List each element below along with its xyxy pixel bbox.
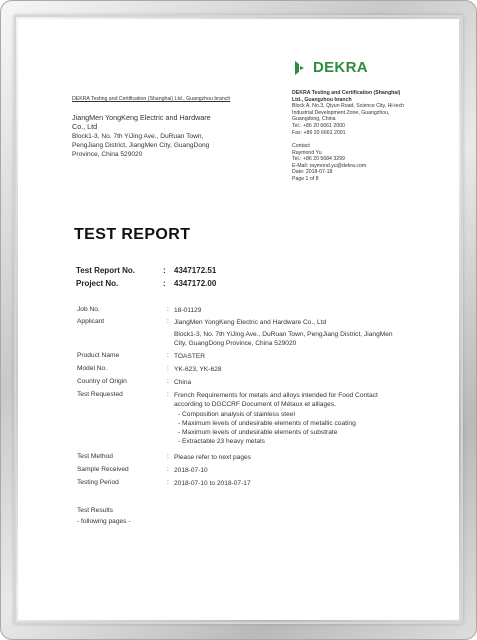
- issuer-name-line: DEKRA Testing and Certification (Shanghai): [292, 90, 401, 96]
- contact-name: Raymond Yu: [292, 149, 322, 156]
- contact-heading: Contact: [292, 143, 310, 149]
- colon: :: [163, 266, 166, 275]
- test-method-value: Please refer to next pages: [174, 454, 251, 461]
- applicant-name: JiangMen YongKeng Electric and Hardware Co., Ltd: [174, 319, 327, 326]
- issuer-address-line: Block A, No.3, Qiyun Road, Science City, Hi-tech: [292, 103, 405, 110]
- project-no-value: 4347172.00: [174, 279, 217, 288]
- colon: :: [167, 466, 169, 473]
- list-item: - Extractable 23 heavy metals: [178, 437, 356, 446]
- list-item: - Maximum levels of undesirable elements of metallic coating: [178, 419, 356, 428]
- product-name-label: Product Name: [77, 352, 120, 359]
- test-report-no-value: 4347172.51: [174, 266, 217, 275]
- contact-email: E-Mail: raymond.yu@dekra.com: [292, 162, 367, 169]
- logo-text: DEKRA: [313, 59, 368, 76]
- model-no-value: YK-623, YK-628: [174, 366, 222, 373]
- testing-period-label: Testing Period: [77, 479, 119, 486]
- sample-received-value: 2018-07-10: [174, 467, 208, 474]
- issuer-name-line: Ltd., Guangzhou branch: [292, 96, 352, 103]
- test-method-label: Test Method: [77, 453, 113, 460]
- test-requested-line: French Requirements for metals and alloys intended for Food Contact: [174, 392, 378, 399]
- client-name-line2: Co., Ltd: [72, 122, 98, 131]
- project-no-label: Project No.: [76, 279, 119, 288]
- test-requested-label: Test Requested: [77, 391, 123, 398]
- issuer-tel: Tel.: +86 20 6661 2000: [292, 123, 345, 129]
- test-report-document: [18, 19, 459, 620]
- test-requested-line: according to DGCCRF Document of Métaux et alliages.: [174, 401, 336, 408]
- test-results-value: - following pages -: [77, 518, 131, 525]
- test-report-no-label: Test Report No.: [76, 266, 135, 275]
- colon: :: [167, 318, 169, 325]
- colon: :: [167, 453, 169, 460]
- applicant-address-line: Block1-3, No. 7th YiJing Ave., DuRuan Town, PengJiang District, JiangMen: [174, 331, 393, 338]
- applicant-address-line: City, GuangDong Province, China 529020: [174, 340, 297, 347]
- job-no-value: 18-01129: [174, 307, 202, 314]
- product-name-value: TOASTER: [174, 353, 206, 360]
- colon: :: [167, 352, 169, 359]
- testing-period-value: 2018-07-10 to 2018-07-17: [174, 480, 251, 487]
- client-address-line: Province, China 529020: [72, 151, 143, 158]
- applicant-label: Applicant: [77, 318, 105, 325]
- client-address-line: PengJiang District, JiangMen City, GuangDong: [72, 142, 210, 149]
- model-no-label: Model No.: [77, 365, 108, 372]
- sample-received-label: Sample Received: [77, 466, 129, 473]
- colon: :: [167, 306, 169, 313]
- colon: :: [167, 365, 169, 372]
- dekra-logo: [294, 59, 368, 76]
- test-items-list: [178, 410, 356, 446]
- issuer-address-line: Guangdong, China: [292, 116, 336, 123]
- contact-tel: Tel.: +86 20 5684 3299: [292, 156, 345, 163]
- report-date: Date: 2018-07-18: [292, 169, 333, 176]
- country-label: Country of Origin: [77, 378, 127, 385]
- colon: :: [163, 279, 166, 288]
- client-name-line1: JiangMen YongKeng Electric and Hardware: [72, 113, 211, 122]
- issuer-address-line: Industrial Development Zone, Guangzhou,: [292, 109, 390, 116]
- country-value: China: [174, 379, 192, 386]
- page-title: TEST REPORT: [74, 226, 191, 243]
- client-address-line: Block1-3, No. 7th YiJing Ave., DuRuan Town,: [72, 133, 204, 140]
- dekra-leaf-icon: [294, 60, 307, 76]
- page-number: Page 1 of 8: [292, 176, 319, 182]
- list-item: - Composition analysis of stainless steel: [178, 410, 356, 419]
- test-results-label: Test Results: [77, 507, 113, 514]
- job-no-label: Job No.: [77, 306, 100, 313]
- colon: :: [167, 391, 169, 398]
- colon: :: [167, 479, 169, 486]
- list-item: - Maximum levels of undesirable elements of substrate: [178, 428, 356, 437]
- issuer-fax: Fax: +86 20 6661 2001: [292, 129, 346, 136]
- issuer-underlined-line: DEKRA Testing and Certification (Shanghai) Ltd., Guangzhou branch: [72, 96, 231, 102]
- colon: :: [167, 378, 169, 385]
